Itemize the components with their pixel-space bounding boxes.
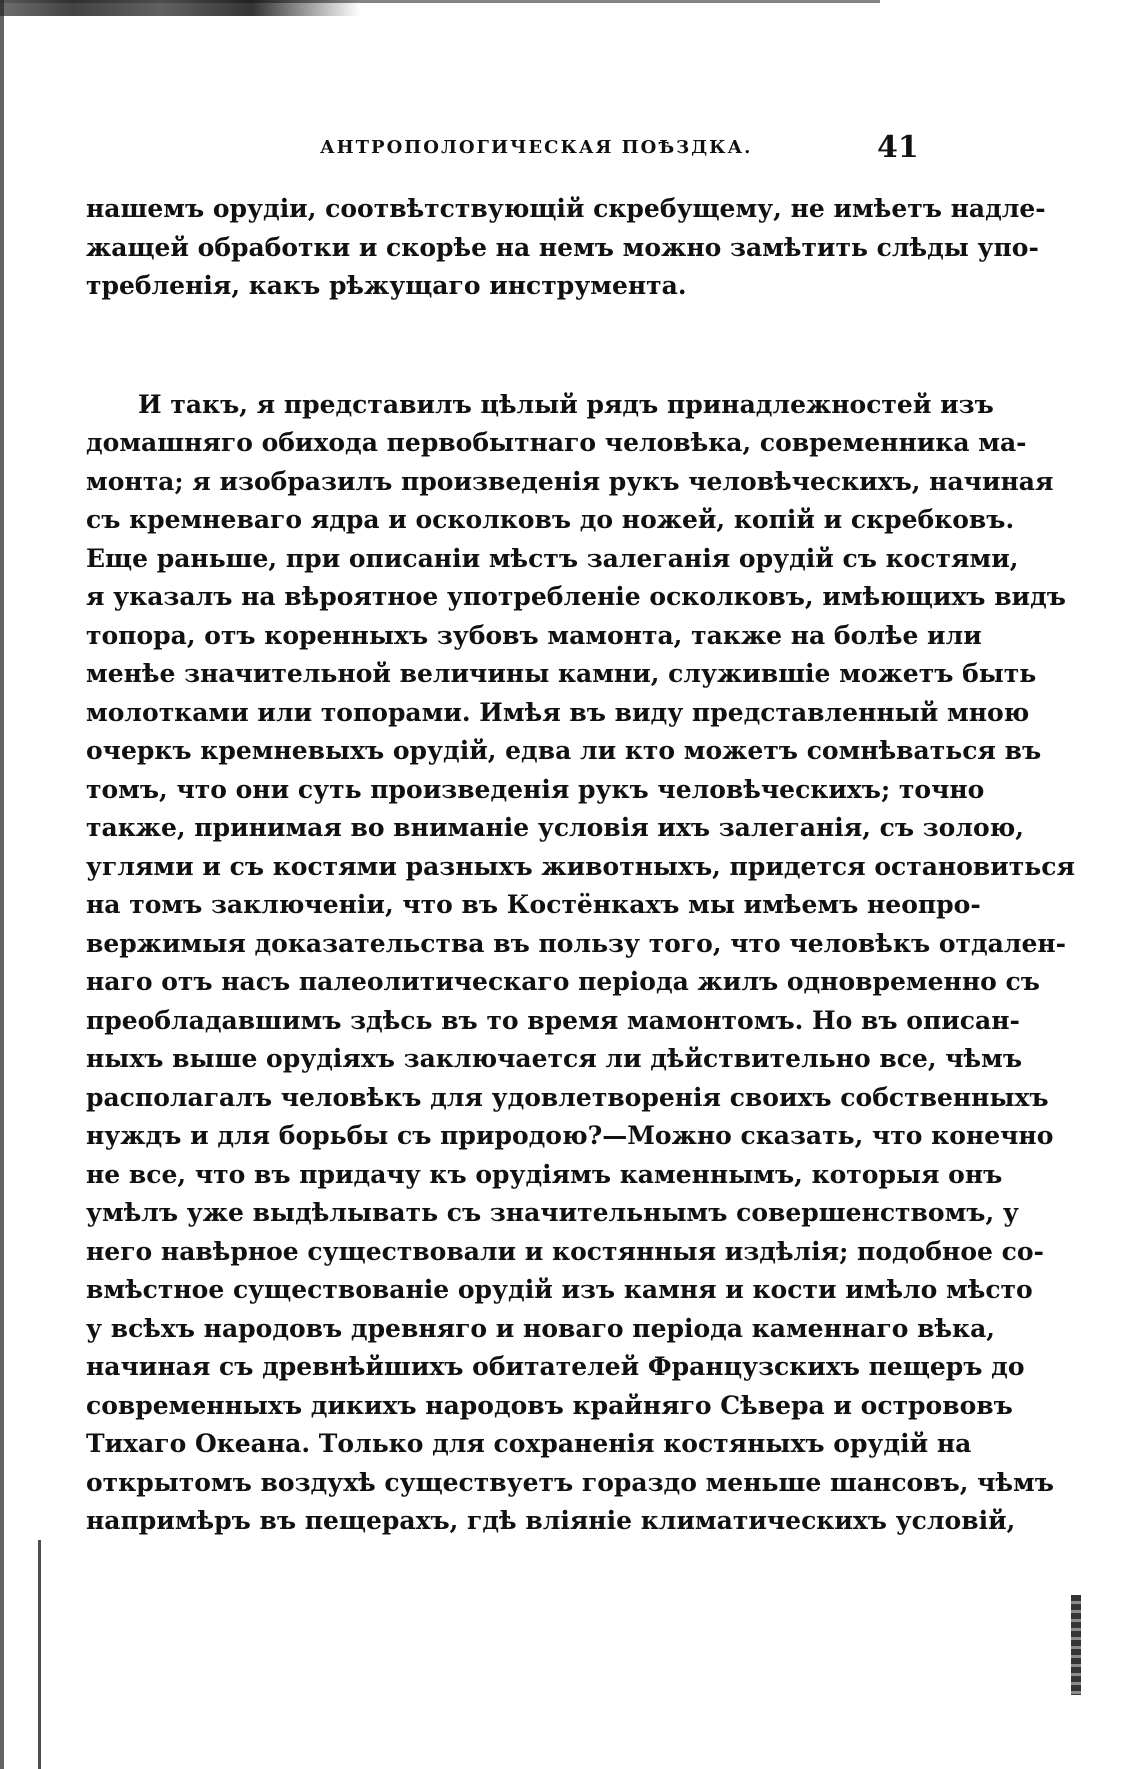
text-line: углями и съ костями разныхъ животныхъ, придется остановиться (86, 851, 1075, 881)
text-line: нуждъ и для борьбы съ природою?—Можно сказать, что конечно (86, 1121, 1054, 1150)
text-line: Тихаго Океана. Только для сохраненія костяныхъ орудій на (86, 1429, 972, 1458)
text-line: также, принимая во вниманіе условія ихъ залеганія, съ золою, (86, 813, 1024, 842)
text-line: располагалъ человѣкъ для удовлетворенія своихъ собственныхъ (86, 1082, 1049, 1112)
text-line: открытомъ воздухѣ существуетъ гораздо меньше шансовъ, чѣмъ (86, 1467, 1054, 1497)
text-line: Еще раньше, при описаніи мѣстъ залеганія орудій съ костями, (86, 543, 1019, 573)
text-line: напримѣръ въ пещерахъ, гдѣ вліяніе климатическихъ условій, (86, 1506, 1016, 1535)
scan-artifact-top (0, 0, 360, 16)
text-line: менѣе значительной величины камни, служившіе можетъ быть (86, 659, 1037, 688)
text-line: на томъ заключеніи, что въ Костёнкахъ мы имѣемъ неопро- (86, 890, 981, 919)
text-line: молотками или топорами. Имѣя въ виду представленный мною (86, 697, 1030, 727)
text-line: него навѣрное существовали и костянныя издѣлія; подобное со- (86, 1236, 1044, 1266)
running-head: АНТРОПОЛОГИЧЕСКАЯ ПОѢЗДКА. (320, 137, 753, 158)
text-line: не все, что въ придачу къ орудіямъ каменнымъ, которыя онъ (86, 1159, 1003, 1189)
text-line: топора, отъ коренныхъ зубовъ мамонта, также на болѣе или (86, 620, 982, 650)
paragraph-2 (86, 386, 1075, 1541)
text-line: современныхъ дикихъ народовъ крайняго Сѣвера и острововъ (86, 1390, 1013, 1420)
scan-artifact-right (1071, 1595, 1081, 1695)
text-line: преобладавшимъ здѣсь въ то время мамонтомъ. Но въ описан- (86, 1005, 1020, 1035)
text-line: умѣлъ уже выдѣлывать съ значительнымъ совершенствомъ, у (86, 1198, 1019, 1227)
text-line: домашняго обихода первобытнаго человѣка, современника ма- (86, 428, 1027, 457)
text-line: вержимыя доказательства въ пользу того, что человѣкъ отдален- (86, 928, 1067, 958)
paragraph-1 (86, 190, 1046, 306)
text-line: требленія, какъ рѣжущаго инструмента. (86, 271, 687, 300)
body-text (86, 190, 1075, 1541)
text-line: жащей обработки и скорѣе на немъ можно замѣтить слѣды упо- (86, 232, 1039, 262)
text-line: у всѣхъ народовъ древняго и новаго періода каменнаго вѣка, (86, 1313, 995, 1343)
text-line: съ кремневаго ядра и осколковъ до ножей, копій и скребковъ. (86, 505, 1015, 534)
text-line: наго отъ насъ палеолитическаго періода жилъ одновременно съ (86, 967, 1040, 996)
scan-artifact-left (38, 1540, 41, 1769)
text-line: нашемъ орудіи, соотвѣтствующій скребущему, не имѣетъ надле- (86, 194, 1046, 223)
page-number: 41 (877, 130, 919, 165)
text-line: томъ, что они суть произведенія рукъ человѣческихъ; точно (86, 774, 985, 804)
text-line: очеркъ кремневыхъ орудій, едва ли кто можетъ сомнѣваться въ (86, 736, 1042, 765)
text-line: начиная съ древнѣйшихъ обитателей Французскихъ пещеръ до (86, 1352, 1025, 1381)
text-line: я указалъ на вѣроятное употребленіе осколковъ, имѣющихъ видъ (86, 582, 1066, 611)
text-line: ныхъ выше орудіяхъ заключается ли дѣйствительно все, чѣмъ (86, 1044, 1023, 1073)
scan-edge-left (0, 0, 4, 1769)
text-line: вмѣстное существованіе орудій изъ камня и кости имѣло мѣсто (86, 1275, 1033, 1304)
text-line: И такъ, я представилъ цѣлый рядъ принадлежностей изъ (138, 389, 994, 419)
text-line: монта; я изобразилъ произведенія рукъ человѣческихъ, начиная (86, 466, 1054, 496)
